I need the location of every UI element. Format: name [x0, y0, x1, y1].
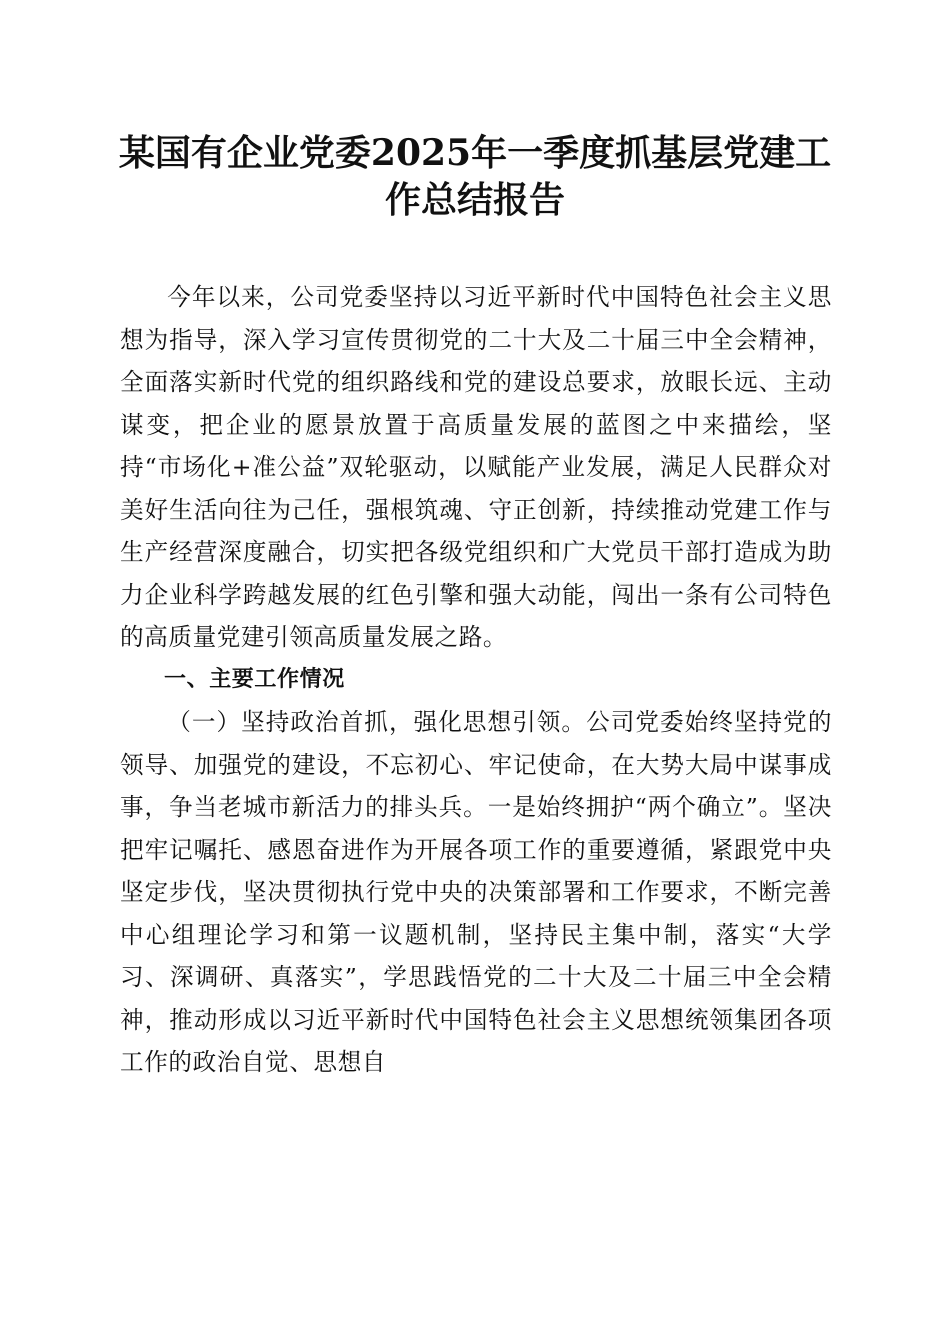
document-body: [120, 276, 832, 1084]
subsection-text-political-leadership: 公司党委始终坚持党的领导、加强党的建设，不忘初心、牢记使命，在大势大局中谋事成事，争当老城市新活力的排头兵。一是始终拥护“两个确立”。坚决把牢记嘱托、感恩奋进作为开展各项工作的重要遵循，紧跟党中央坚定步伐，坚决贯彻执行党中央的决策部署和工作要求，不断完善中心组理论学习和第一议题机制，坚持民主集中制，落实“大学习、深调研、真落实”，学思践悟党的二十大及二十届三中全会精神，推动形成以习近平新时代中国特色社会主义思想统领集团各项工作的政治自觉、思想自: [120, 708, 833, 1076]
subsection-heading-political-leadership: （一）坚持政治首抓，强化思想引领。: [167, 708, 587, 736]
section-heading-main-work: 一、主要工作情况: [164, 666, 345, 692]
subsection-paragraph-political-leadership: [120, 701, 832, 1084]
document-title: 某国有企业党委2025年一季度抓基层党建工作总结报告: [118, 132, 832, 221]
intro-paragraph: 今年以来，公司党委坚持以习近平新时代中国特色社会主义思想为指导，深入学习宣传贯彻党的二十大及二十届三中全会精神，全面落实新时代党的组织路线和党的建设总要求，放眼长远、主动谋变，把企业的愿景放置于高质量发展的蓝图之中来描绘，坚持“市场化+准公益”双轮驱动，以赋能产业发展，满足人民群众对美好生活向往为己任，强根筑魂、守正创新，持续推动党建工作与生产经营深度融合，切实把各级党组织和广大党员干部打造成为助力企业科学跨越发展的红色引擎和强大动能，闯出一条有公司特色的高质量党建引领高质量发展之路。: [120, 283, 832, 651]
